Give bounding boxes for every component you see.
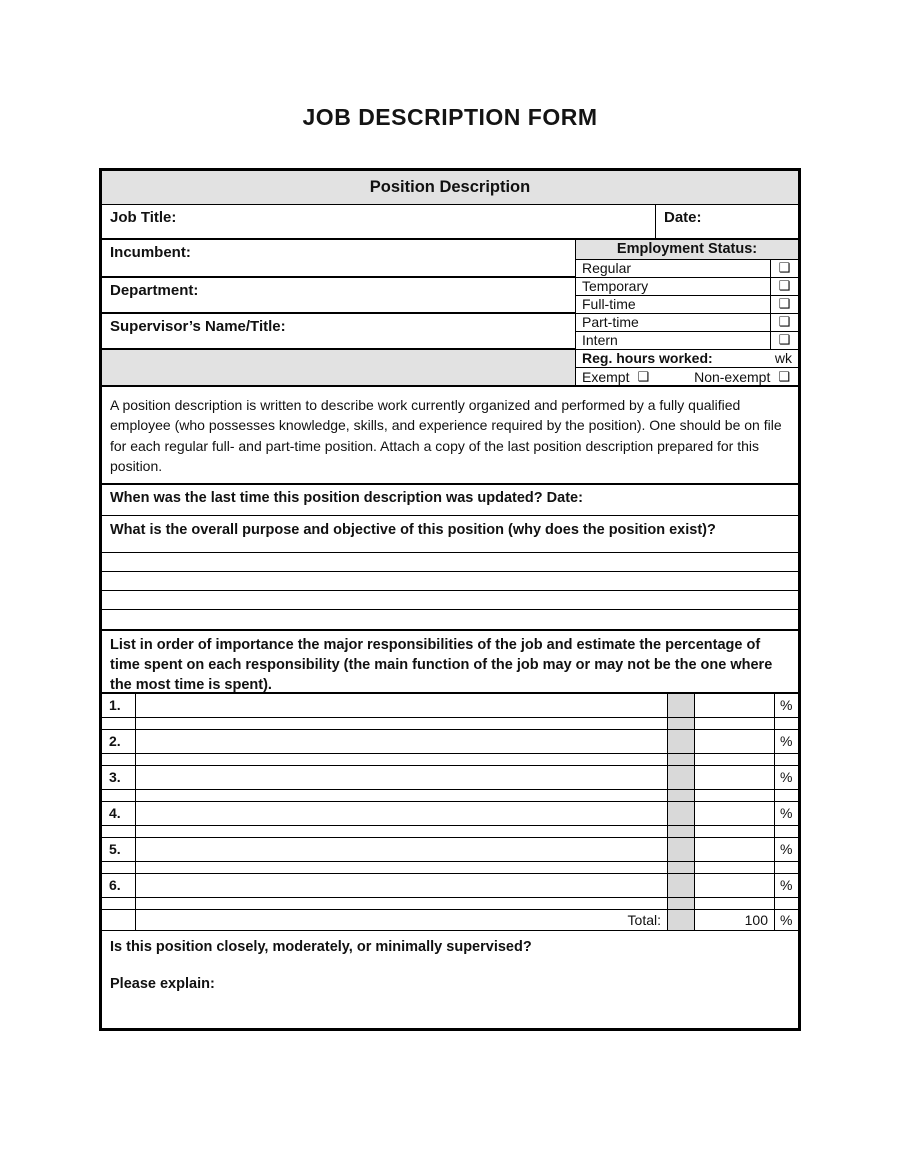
total-label: Total:	[136, 910, 668, 930]
exempt-checkbox-icon[interactable]: ❑	[637, 368, 650, 384]
department-label: Department:	[110, 282, 199, 299]
blank-percent-cell	[775, 862, 798, 873]
option-label: Part-time	[582, 314, 639, 330]
exempt-option	[582, 369, 649, 385]
responsibility-row	[102, 838, 798, 862]
form-section-header: Position Description	[102, 171, 798, 205]
purpose-answer-lines	[102, 553, 798, 629]
blank-percent-cell	[775, 790, 798, 801]
spacer-cell	[668, 838, 695, 861]
responsibility-row	[102, 802, 798, 826]
spacer-cell	[668, 862, 695, 873]
spacer-cell	[668, 730, 695, 753]
percent-input-cell[interactable]	[695, 802, 775, 825]
responsibility-input-line[interactable]	[136, 826, 668, 837]
exempt-row	[576, 368, 798, 385]
percent-input-cell[interactable]	[695, 874, 775, 897]
percent-input-cell[interactable]	[695, 766, 775, 789]
job-title-label: Job Title:	[110, 209, 177, 226]
employment-status-option	[576, 260, 798, 278]
responsibility-row	[102, 730, 798, 754]
responsibility-number: 2.	[102, 730, 136, 753]
responsibilities-intro: List in order of importance the major responsibilities of the job and estimate the percentage of time spent on each responsibility (the main function of the job may or may not be the one where the most time is spent).	[102, 629, 798, 694]
responsibility-input-line[interactable]	[136, 802, 668, 825]
percent-symbol: %	[780, 733, 793, 749]
responsibilities-total-row	[102, 910, 798, 930]
blank-value-cell	[695, 718, 775, 729]
reg-hours-row[interactable]	[576, 350, 798, 368]
shaded-filler-cell	[102, 350, 575, 385]
blank-value-cell	[695, 826, 775, 837]
total-value: 100	[695, 910, 775, 930]
spacer-cell	[668, 898, 695, 909]
responsibilities-table	[102, 694, 798, 930]
purpose-blank-line[interactable]	[102, 610, 798, 629]
purpose-section	[102, 516, 798, 629]
page-title: JOB DESCRIPTION FORM	[302, 104, 598, 130]
spacer-cell	[668, 766, 695, 789]
responsibility-input-line[interactable]	[136, 694, 668, 717]
blank-value-cell	[695, 790, 775, 801]
blank-num-cell	[102, 826, 136, 837]
spacer-cell	[668, 754, 695, 765]
responsibility-number: 4.	[102, 802, 136, 825]
total-num-cell	[102, 910, 136, 930]
option-label: Intern	[582, 332, 618, 348]
supervisor-field[interactable]	[102, 314, 575, 350]
exempt-label: Exempt	[582, 368, 630, 385]
option-checkbox-icon[interactable]: ❑	[770, 278, 798, 295]
supervision-question: Is this position closely, moderately, or minimally supervised?	[110, 939, 532, 955]
employment-status-option	[576, 332, 798, 350]
department-field[interactable]	[102, 278, 575, 314]
purpose-blank-line[interactable]	[102, 572, 798, 591]
non-exempt-label: Non-exempt	[694, 368, 771, 385]
percent-symbol: %	[780, 805, 793, 821]
employment-status-option	[576, 296, 798, 314]
responsibility-row	[102, 694, 798, 718]
explain-label[interactable]: Please explain:	[110, 976, 215, 992]
non-exempt-checkbox-icon[interactable]: ❑	[778, 368, 790, 384]
blank-num-cell	[102, 898, 136, 909]
percent-symbol: %	[780, 697, 793, 713]
blank-num-cell	[102, 718, 136, 729]
employment-status-option	[576, 314, 798, 332]
employment-status-block	[575, 240, 798, 385]
option-checkbox-icon[interactable]: ❑	[770, 296, 798, 313]
blank-percent-cell	[775, 826, 798, 837]
spacer-cell	[668, 874, 695, 897]
blank-percent-cell	[775, 718, 798, 729]
percent-input-cell[interactable]	[695, 838, 775, 861]
blank-percent-cell	[775, 754, 798, 765]
blank-num-cell	[102, 754, 136, 765]
percent-symbol: %	[780, 877, 793, 893]
percent-symbol: %	[780, 769, 793, 785]
employment-status-options	[576, 260, 798, 350]
last-updated-question[interactable]: When was the last time this position description was updated? Date:	[102, 485, 798, 516]
spacer-cell	[668, 826, 695, 837]
option-label: Full-time	[582, 296, 636, 312]
incumbent-field[interactable]	[102, 240, 575, 278]
responsibility-row	[102, 874, 798, 898]
percent-symbol: %	[780, 841, 793, 857]
spacer-cell	[668, 694, 695, 717]
reg-hours-unit: wk	[774, 350, 792, 366]
responsibility-continuation-row	[102, 862, 798, 874]
responsibility-number: 3.	[102, 766, 136, 789]
position-description-form	[99, 168, 801, 1031]
supervision-section	[102, 930, 798, 1028]
incumbent-label: Incumbent:	[110, 244, 191, 261]
date-field[interactable]	[655, 205, 798, 238]
employment-status-header: Employment Status:	[576, 240, 798, 260]
blank-value-cell	[695, 898, 775, 909]
blank-value-cell	[695, 862, 775, 873]
responsibility-input-line[interactable]	[136, 874, 668, 897]
info-left-column	[102, 240, 575, 385]
responsibility-continuation-row	[102, 718, 798, 730]
job-title-date-row	[102, 205, 798, 240]
option-label: Regular	[582, 260, 632, 276]
spacer-cell	[668, 790, 695, 801]
blank-num-cell	[102, 790, 136, 801]
info-section	[102, 240, 798, 387]
responsibility-continuation-row	[102, 790, 798, 802]
responsibility-row	[102, 766, 798, 790]
responsibility-input-line[interactable]	[136, 898, 668, 909]
responsibility-input-line[interactable]	[136, 766, 668, 789]
option-checkbox-icon[interactable]: ❑	[770, 260, 798, 277]
date-label: Date:	[664, 209, 702, 226]
responsibility-input-line[interactable]	[136, 790, 668, 801]
responsibility-number: 1.	[102, 694, 136, 717]
percent-input-cell[interactable]	[695, 730, 775, 753]
total-percent-symbol: %	[780, 912, 793, 928]
non-exempt-option	[694, 369, 790, 385]
responsibility-number: 5.	[102, 838, 136, 861]
option-label: Temporary	[582, 278, 649, 294]
job-title-field[interactable]	[102, 205, 655, 238]
reg-hours-label: Reg. hours worked:	[582, 350, 713, 366]
spacer-cell	[668, 802, 695, 825]
responsibility-input-line[interactable]	[136, 730, 668, 753]
responsibility-input-line[interactable]	[136, 754, 668, 765]
spacer-cell	[668, 910, 695, 930]
purpose-blank-line[interactable]	[102, 591, 798, 610]
blank-num-cell	[102, 862, 136, 873]
responsibility-continuation-row	[102, 898, 798, 910]
spacer-cell	[668, 718, 695, 729]
option-checkbox-icon[interactable]: ❑	[770, 314, 798, 331]
employment-status-option	[576, 278, 798, 296]
blank-value-cell	[695, 754, 775, 765]
percent-input-cell[interactable]	[695, 694, 775, 717]
supervisor-label: Supervisor’s Name/Title:	[110, 318, 286, 335]
responsibility-number: 6.	[102, 874, 136, 897]
responsibility-continuation-row	[102, 826, 798, 838]
responsibility-input-line[interactable]	[136, 862, 668, 873]
purpose-blank-line[interactable]	[102, 553, 798, 572]
purpose-question: What is the overall purpose and objective of this position (why does the position exist)?	[102, 516, 798, 553]
responsibility-input-line[interactable]	[136, 718, 668, 729]
blank-percent-cell	[775, 898, 798, 909]
intro-paragraph: A position description is written to describe work currently organized and performed by a fully qualified employee (who possesses knowledge, skills, and experience required by the position). One should be on file for each regular full- and part-time position. Attach a copy of the last position description prepared for this position.	[102, 387, 798, 485]
responsibility-input-line[interactable]	[136, 838, 668, 861]
responsibility-continuation-row	[102, 754, 798, 766]
option-checkbox-icon[interactable]: ❑	[770, 332, 798, 349]
